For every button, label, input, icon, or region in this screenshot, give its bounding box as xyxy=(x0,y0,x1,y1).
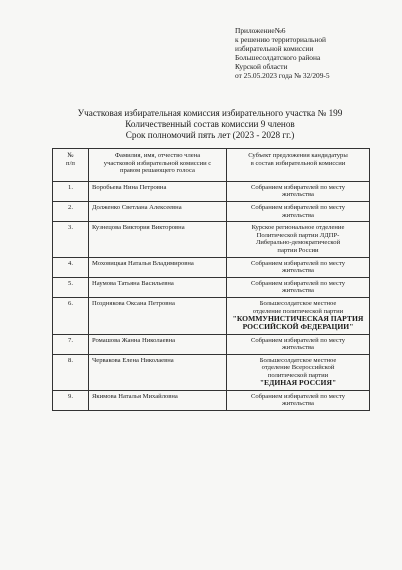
nominating-subject xyxy=(227,390,370,410)
header-text: в состав избирательной комиссии xyxy=(250,159,346,167)
member-name: Кузнецова Виктория Викторовна xyxy=(89,222,227,257)
commission-size: Количественный состав комиссии 9 членов xyxy=(125,118,295,129)
header-text: № xyxy=(67,152,74,159)
party-name: "КОММУНИСТИЧЕСКАЯ ПАРТИЯ РОССИЙСКОЙ ФЕДЕРАЦИИ" xyxy=(232,314,364,332)
commission-title: Участковая избирательная комиссия избирательного участка № 199 xyxy=(77,108,343,118)
annex-line: избирательной комиссии xyxy=(235,43,314,53)
members-table xyxy=(52,148,370,411)
commission-heading xyxy=(40,108,380,140)
annex-line: Большесолдатского района xyxy=(235,52,321,62)
row-number: 4. xyxy=(53,257,89,277)
member-name: Червакова Елена Николаевна xyxy=(89,354,227,390)
table-row xyxy=(53,334,370,354)
member-name: Воробьева Нина Петровна xyxy=(89,181,227,201)
table-row xyxy=(53,277,370,297)
member-name: Ромашова Жанна Николаевна xyxy=(89,334,227,354)
subject-line: Собранием избирателей по месту xyxy=(250,392,346,400)
member-name: Наумова Татьяна Васильевна xyxy=(89,277,227,297)
row-number: 9. xyxy=(53,390,89,410)
subject-line: отделение Всероссийской xyxy=(261,364,335,372)
commission-term: Срок полномочий пять лет (2023 - 2028 гг.) xyxy=(125,129,295,140)
row-number: 7. xyxy=(53,334,89,354)
subject-line: Собранием избирателей по месту xyxy=(250,279,346,287)
table-row xyxy=(53,201,370,221)
header-text: Фамилия, имя, отчество члена xyxy=(114,152,201,159)
row-number: 8. xyxy=(53,354,89,390)
nominating-subject xyxy=(227,257,370,277)
members-table-body xyxy=(53,181,370,410)
subject-line: жительства xyxy=(282,287,314,295)
row-number: 3. xyxy=(53,222,89,257)
subject-line: жительства xyxy=(282,267,314,275)
header-member-name xyxy=(89,149,227,182)
nominating-subject xyxy=(227,181,370,201)
subject-line: жительства xyxy=(282,191,314,199)
row-number: 5. xyxy=(53,277,89,297)
row-number: 6. xyxy=(53,297,89,334)
subject-line: Курское региональное отделение xyxy=(251,224,345,232)
annex-block xyxy=(235,27,385,80)
header-text: участковой избирательной комиссии с xyxy=(103,159,212,167)
annex-line: Курской области xyxy=(235,61,288,71)
subject-line: Собранием избирателей по месту xyxy=(250,259,346,267)
header-nominating-subject xyxy=(227,149,370,182)
subject-line: жительства xyxy=(282,211,314,219)
subject-line: отделение политической партии xyxy=(252,307,344,315)
header-number xyxy=(53,149,89,182)
member-name: Якимова Наталья Михайловна xyxy=(89,390,227,410)
subject-line: Большесолдатское местное xyxy=(259,356,337,364)
row-number: 2. xyxy=(53,201,89,221)
annex-date: от 25.05.2023 года № 32/209-5 xyxy=(235,70,330,80)
table-row xyxy=(53,181,370,201)
subject-line: Собранием избирателей по месту xyxy=(250,183,346,191)
subject-line: политической партии xyxy=(267,371,329,379)
table-row xyxy=(53,354,370,390)
party-name: "ЕДИНАЯ РОССИЯ" xyxy=(259,378,337,388)
subject-line: жительства xyxy=(282,344,314,352)
subject-line: Либерально-демократической xyxy=(255,239,341,247)
nominating-subject xyxy=(227,297,370,334)
subject-line: Собранием избирателей по месту xyxy=(250,203,346,211)
nominating-subject xyxy=(227,222,370,257)
nominating-subject xyxy=(227,277,370,297)
annex-title: Приложение№6 xyxy=(235,26,286,35)
row-number: 1. xyxy=(53,181,89,201)
member-name: Долженко Светлана Алексеевна xyxy=(89,201,227,221)
subject-line: Большесолдатское местное xyxy=(259,299,337,307)
nominating-subject xyxy=(227,334,370,354)
header-text: правом решающего голоса xyxy=(120,167,195,175)
header-text: п/п xyxy=(66,159,75,167)
table-header-row xyxy=(53,149,370,182)
subject-line: Политической партии ЛДПР- xyxy=(256,231,340,239)
nominating-subject xyxy=(227,201,370,221)
subject-line: партии России xyxy=(277,246,319,254)
member-name: Позднякова Оксана Петровна xyxy=(89,297,227,334)
table-row xyxy=(53,390,370,410)
header-text: Субъект предложения кандидатуры xyxy=(248,152,348,159)
annex-line: к решению территориальной xyxy=(235,34,327,44)
subject-line: Собранием избирателей по месту xyxy=(250,336,346,344)
nominating-subject xyxy=(227,354,370,390)
table-row xyxy=(53,257,370,277)
table-row xyxy=(53,297,370,334)
member-name: Моховицкая Наталья Владимировна xyxy=(89,257,227,277)
subject-line: жительства xyxy=(282,400,314,408)
table-row xyxy=(53,222,370,257)
